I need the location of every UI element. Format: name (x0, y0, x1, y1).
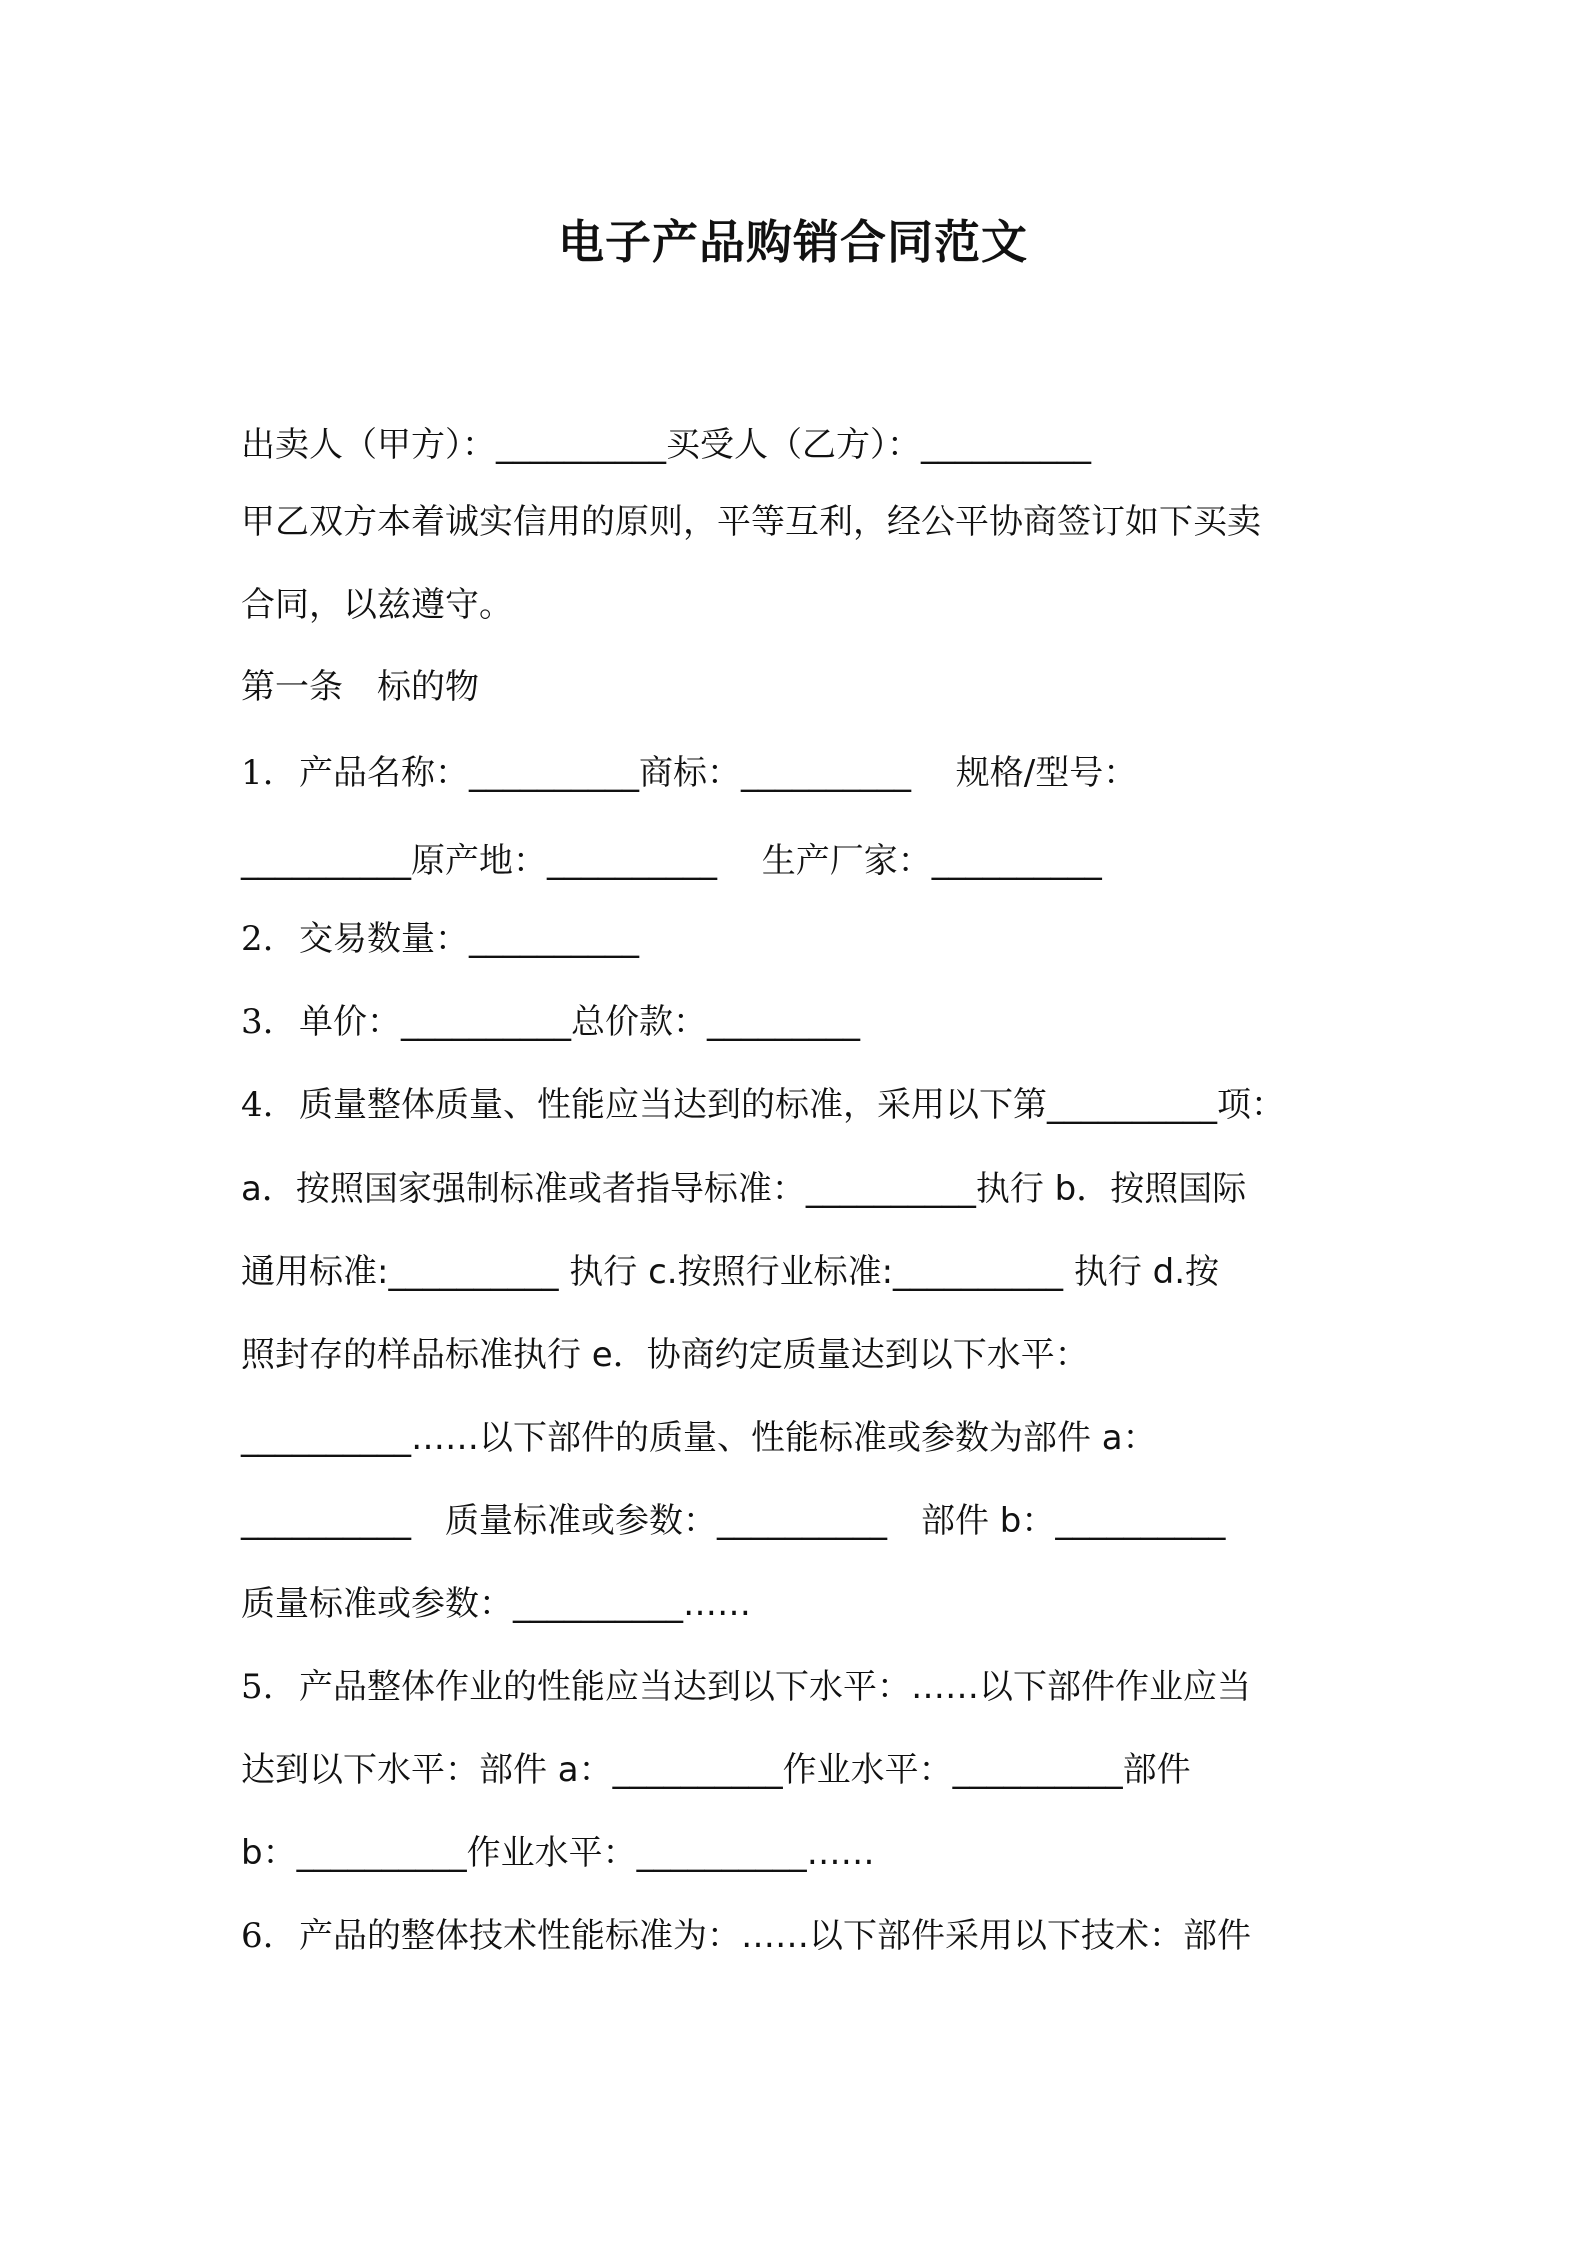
item-4-text-6: __________ 质量标准或参数：__________ 部件 b：__________ (241, 1501, 1226, 1541)
item-4-text-3: 通用标准:__________ 执行 c.按照行业标准:__________ 执行 d.按 (241, 1252, 1220, 1292)
item-5-text-1: 产品整体作业的性能应当达到以下水平：……以下部件作业应当 (299, 1667, 1251, 1707)
item-4-number: 4. (241, 1085, 274, 1125)
item-3-text: 单价：__________总价款：_________ (299, 1002, 860, 1042)
article-one-heading (241, 662, 1366, 712)
item-4-line-4 (241, 1330, 1366, 1380)
document-title: 电子产品购销合同范文 (558, 215, 1028, 269)
item-5-number: 5. (241, 1667, 274, 1707)
item-4-text-1: 质量整体质量、性能应当达到的标准，采用以下第__________项： (299, 1085, 1285, 1125)
item-2-text: 交易数量：__________ (299, 919, 639, 959)
item-4-line-2 (241, 1164, 1366, 1214)
item-2-number: 2. (241, 919, 274, 959)
item-5-line-2 (241, 1745, 1366, 1795)
item-1-text-2: __________原产地：__________ 生产厂家：__________ (241, 841, 1102, 881)
parties-line (241, 420, 1366, 470)
item-6-number: 6. (241, 1916, 274, 1956)
item-1-text-1: 产品名称：__________商标：__________ 规格/型号： (299, 753, 1138, 793)
item-1-number: 1. (241, 753, 274, 793)
item-4-line-5 (241, 1413, 1366, 1463)
item-1-line-2 (241, 836, 1366, 886)
preamble-line-2 (241, 580, 1366, 630)
parties-text: 出卖人（甲方）：__________买受人（乙方）：__________ (241, 425, 1091, 465)
item-4-text-2: a．按照国家强制标准或者指导标准：__________执行 b．按照国际 (241, 1169, 1247, 1209)
preamble-line-1 (241, 497, 1366, 547)
item-1-line-1 (241, 748, 1366, 798)
item-5-line-3 (241, 1828, 1366, 1878)
item-6-line-1 (241, 1911, 1366, 1961)
item-6-text-1: 产品的整体技术性能标准为：……以下部件采用以下技术：部件 (299, 1916, 1251, 1956)
item-5-text-3: b：__________作业水平：__________…… (241, 1833, 875, 1873)
item-4-line-7 (241, 1579, 1366, 1629)
item-3-number: 3. (241, 1002, 274, 1042)
item-4-line-6 (241, 1496, 1366, 1546)
preamble-text-1: 甲乙双方本着诚实信用的原则，平等互利，经公平协商签订如下买卖 (241, 502, 1261, 542)
item-4-text-4: 照封存的样品标准执行 e．协商约定质量达到以下水平： (241, 1335, 1089, 1375)
item-4-line-3 (241, 1247, 1366, 1297)
item-4-line-1 (241, 1080, 1366, 1130)
item-4-text-5: __________……以下部件的质量、性能标准或参数为部件 a： (241, 1418, 1157, 1458)
preamble-text-2: 合同，以兹遵守。 (241, 585, 513, 625)
item-3-line (241, 997, 1366, 1047)
item-5-line-1 (241, 1662, 1366, 1712)
item-4-text-7: 质量标准或参数：__________…… (241, 1584, 751, 1624)
item-2-line (241, 914, 1366, 964)
article-one-text: 第一条 标的物 (241, 667, 479, 707)
item-5-text-2: 达到以下水平：部件 a：__________作业水平：__________部件 (241, 1750, 1191, 1790)
